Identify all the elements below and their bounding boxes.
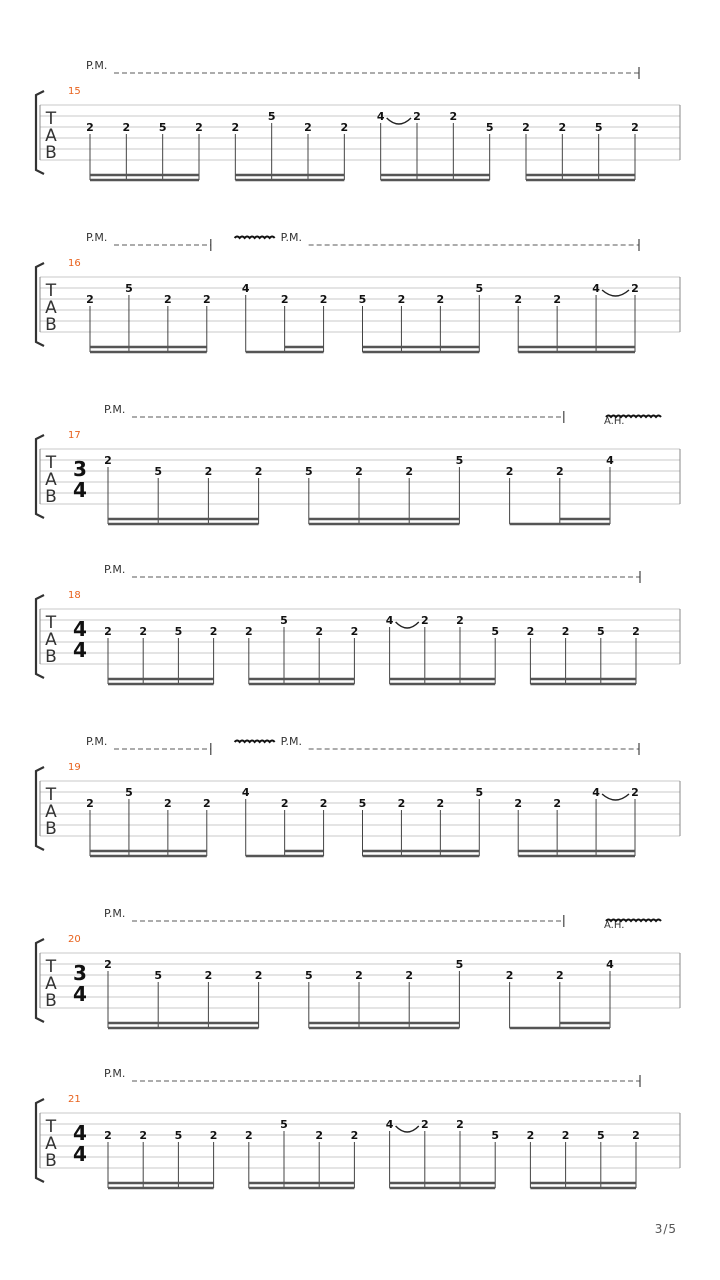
fret-number: 2 bbox=[104, 454, 112, 467]
tie-arc bbox=[396, 622, 419, 628]
fret-number: 2 bbox=[104, 1129, 112, 1142]
fret-number: 5 bbox=[174, 1129, 183, 1142]
fret-number: 4 bbox=[592, 786, 600, 799]
fret-number: 2 bbox=[632, 625, 640, 638]
tab-clef-letter: B bbox=[45, 1151, 57, 1171]
fret-number: 2 bbox=[456, 1118, 464, 1131]
fret-number: 5 bbox=[267, 110, 276, 123]
fret-number: 2 bbox=[350, 1129, 359, 1142]
fret-number: 5 bbox=[475, 282, 484, 295]
fret-number: 2 bbox=[104, 958, 112, 971]
tab-clef-letter: B bbox=[45, 991, 57, 1011]
tab-clef-letter: A bbox=[45, 630, 57, 650]
fret-number: 4 bbox=[592, 282, 600, 295]
fret-number: 2 bbox=[304, 121, 312, 134]
tab-clef-letter: T bbox=[45, 785, 57, 805]
tab-clef-letter: A bbox=[45, 974, 57, 994]
fret-number: 5 bbox=[280, 614, 288, 627]
fret-number: 2 bbox=[553, 797, 561, 810]
fret-number: 5 bbox=[491, 1129, 500, 1142]
fret-number: 2 bbox=[522, 121, 530, 134]
fret-number: 5 bbox=[358, 797, 367, 810]
fret-number: 5 bbox=[475, 786, 484, 799]
fret-number: 2 bbox=[555, 969, 564, 982]
tab-clef-letter: B bbox=[45, 819, 57, 839]
fret-number: 2 bbox=[555, 465, 564, 478]
tab-clef-letter: T bbox=[45, 109, 57, 129]
time-signature-bottom: 4 bbox=[73, 478, 87, 502]
tab-system bbox=[36, 735, 680, 856]
palm-mute-label: P.M. bbox=[280, 735, 303, 748]
artificial-harmonic-label: A.H. bbox=[604, 920, 625, 931]
artificial-harmonic-label: A.H. bbox=[604, 416, 625, 427]
tab-system bbox=[36, 1067, 680, 1188]
fret-number: 2 bbox=[204, 465, 213, 478]
fret-number: 2 bbox=[456, 614, 464, 627]
fret-number: 5 bbox=[596, 625, 605, 638]
fret-number: 2 bbox=[553, 293, 561, 306]
fret-number: 4 bbox=[241, 786, 250, 799]
fret-number: 2 bbox=[244, 625, 253, 638]
palm-mute-label: P.M. bbox=[104, 907, 126, 920]
tab-clef-letter: A bbox=[45, 298, 57, 318]
fret-number: 2 bbox=[631, 121, 639, 134]
time-signature-bottom: 4 bbox=[73, 638, 87, 662]
palm-mute-label: P.M. bbox=[104, 403, 126, 416]
measure-number: 20 bbox=[68, 934, 81, 945]
fret-number: 2 bbox=[558, 121, 567, 134]
fret-number: 4 bbox=[606, 454, 614, 467]
fret-number: 2 bbox=[86, 121, 94, 134]
fret-number: 2 bbox=[505, 969, 514, 982]
tab-system bbox=[36, 59, 680, 180]
fret-number: 2 bbox=[122, 121, 131, 134]
fret-number: 2 bbox=[204, 969, 213, 982]
fret-number: 2 bbox=[514, 293, 523, 306]
tab-clef-letter: B bbox=[45, 647, 57, 667]
fret-number: 2 bbox=[315, 625, 324, 638]
tab-clef-letter: T bbox=[45, 1117, 57, 1137]
fret-number: 2 bbox=[202, 293, 211, 306]
tab-system bbox=[36, 231, 680, 352]
fret-number: 5 bbox=[304, 969, 313, 982]
fret-number: 2 bbox=[420, 1118, 429, 1131]
fret-number: 5 bbox=[455, 454, 464, 467]
fret-number: 4 bbox=[385, 614, 394, 627]
measure-number: 17 bbox=[68, 430, 81, 441]
time-signature-top: 4 bbox=[73, 1121, 87, 1145]
fret-number: 2 bbox=[561, 1129, 570, 1142]
fret-number: 2 bbox=[505, 465, 514, 478]
fret-number: 2 bbox=[355, 969, 363, 982]
fret-number: 5 bbox=[125, 786, 133, 799]
tab-clef-letter: B bbox=[45, 315, 57, 335]
fret-number: 2 bbox=[413, 110, 421, 123]
fret-number: 2 bbox=[280, 293, 289, 306]
fret-number: 4 bbox=[376, 110, 385, 123]
fret-number: 2 bbox=[164, 797, 172, 810]
fret-number: 2 bbox=[405, 465, 414, 478]
tab-clef-letter: A bbox=[45, 802, 57, 822]
fret-number: 2 bbox=[202, 797, 211, 810]
fret-number: 5 bbox=[154, 465, 163, 478]
page-number: 3/5 bbox=[654, 1222, 677, 1236]
measure-number: 19 bbox=[68, 762, 81, 773]
fret-number: 2 bbox=[355, 465, 363, 478]
fret-number: 5 bbox=[154, 969, 163, 982]
palm-mute-label: P.M. bbox=[86, 735, 108, 748]
tab-clef-letter: T bbox=[45, 281, 57, 301]
fret-number: 2 bbox=[231, 121, 240, 134]
measure-number: 21 bbox=[68, 1094, 81, 1105]
fret-number: 2 bbox=[280, 797, 289, 810]
fret-number: 2 bbox=[436, 293, 445, 306]
tab-clef-letter: B bbox=[45, 143, 57, 163]
fret-number: 2 bbox=[526, 1129, 535, 1142]
measure-number: 16 bbox=[68, 258, 81, 269]
fret-number: 2 bbox=[86, 797, 94, 810]
fret-number: 2 bbox=[254, 465, 263, 478]
fret-number: 2 bbox=[104, 625, 112, 638]
tab-clef-letter: A bbox=[45, 470, 57, 490]
fret-number: 5 bbox=[174, 625, 183, 638]
fret-number: 2 bbox=[340, 121, 349, 134]
time-signature-top: 3 bbox=[73, 961, 87, 985]
fret-number: 2 bbox=[350, 625, 359, 638]
fret-number: 5 bbox=[455, 958, 464, 971]
fret-number: 2 bbox=[436, 797, 445, 810]
tie-arc bbox=[396, 1126, 419, 1132]
fret-number: 2 bbox=[632, 1129, 640, 1142]
fret-number: 2 bbox=[514, 797, 523, 810]
tie-arc bbox=[387, 118, 411, 124]
vibrato-squiggle bbox=[235, 237, 275, 239]
time-signature-top: 3 bbox=[73, 457, 87, 481]
tab-clef-letter: B bbox=[45, 487, 57, 507]
tab-clef-letter: A bbox=[45, 1134, 57, 1154]
fret-number: 2 bbox=[315, 1129, 324, 1142]
tab-clef-letter: A bbox=[45, 126, 57, 146]
fret-number: 4 bbox=[241, 282, 250, 295]
tab-clef-letter: T bbox=[45, 613, 57, 633]
fret-number: 2 bbox=[631, 786, 639, 799]
vibrato-squiggle bbox=[235, 741, 275, 743]
tie-arc bbox=[602, 290, 629, 296]
tab-system bbox=[36, 563, 680, 684]
fret-number: 2 bbox=[244, 1129, 253, 1142]
palm-mute-label: P.M. bbox=[86, 231, 108, 244]
fret-number: 2 bbox=[420, 614, 429, 627]
fret-number: 2 bbox=[405, 969, 414, 982]
fret-number: 2 bbox=[86, 293, 94, 306]
palm-mute-label: P.M. bbox=[104, 563, 126, 576]
fret-number: 5 bbox=[491, 625, 500, 638]
fret-number: 2 bbox=[319, 797, 328, 810]
palm-mute-label: P.M. bbox=[280, 231, 303, 244]
fret-number: 2 bbox=[449, 110, 458, 123]
tab-system bbox=[36, 403, 680, 524]
fret-number: 2 bbox=[209, 625, 218, 638]
fret-number: 5 bbox=[358, 293, 367, 306]
time-signature-bottom: 4 bbox=[73, 982, 87, 1006]
fret-number: 2 bbox=[195, 121, 203, 134]
tab-clef-letter: T bbox=[45, 453, 57, 473]
fret-number: 2 bbox=[397, 293, 406, 306]
measure-number: 15 bbox=[68, 86, 81, 97]
fret-number: 5 bbox=[280, 1118, 288, 1131]
fret-number: 2 bbox=[526, 625, 535, 638]
measure-number: 18 bbox=[68, 590, 81, 601]
fret-number: 2 bbox=[139, 625, 148, 638]
fret-number: 2 bbox=[561, 625, 570, 638]
fret-number: 5 bbox=[485, 121, 494, 134]
fret-number: 2 bbox=[631, 282, 639, 295]
fret-number: 2 bbox=[319, 293, 328, 306]
palm-mute-label: P.M. bbox=[86, 59, 108, 72]
time-signature-top: 4 bbox=[73, 617, 87, 641]
fret-number: 5 bbox=[594, 121, 603, 134]
fret-number: 5 bbox=[304, 465, 313, 478]
fret-number: 2 bbox=[164, 293, 172, 306]
fret-number: 5 bbox=[158, 121, 167, 134]
tab-system bbox=[36, 907, 680, 1028]
palm-mute-label: P.M. bbox=[104, 1067, 126, 1080]
tie-arc bbox=[602, 794, 629, 800]
fret-number: 2 bbox=[209, 1129, 218, 1142]
time-signature-bottom: 4 bbox=[73, 1142, 87, 1166]
fret-number: 2 bbox=[397, 797, 406, 810]
fret-number: 4 bbox=[385, 1118, 394, 1131]
fret-number: 5 bbox=[125, 282, 133, 295]
fret-number: 2 bbox=[139, 1129, 148, 1142]
fret-number: 2 bbox=[254, 969, 263, 982]
fret-number: 4 bbox=[606, 958, 614, 971]
tab-clef-letter: T bbox=[45, 957, 57, 977]
fret-number: 5 bbox=[596, 1129, 605, 1142]
